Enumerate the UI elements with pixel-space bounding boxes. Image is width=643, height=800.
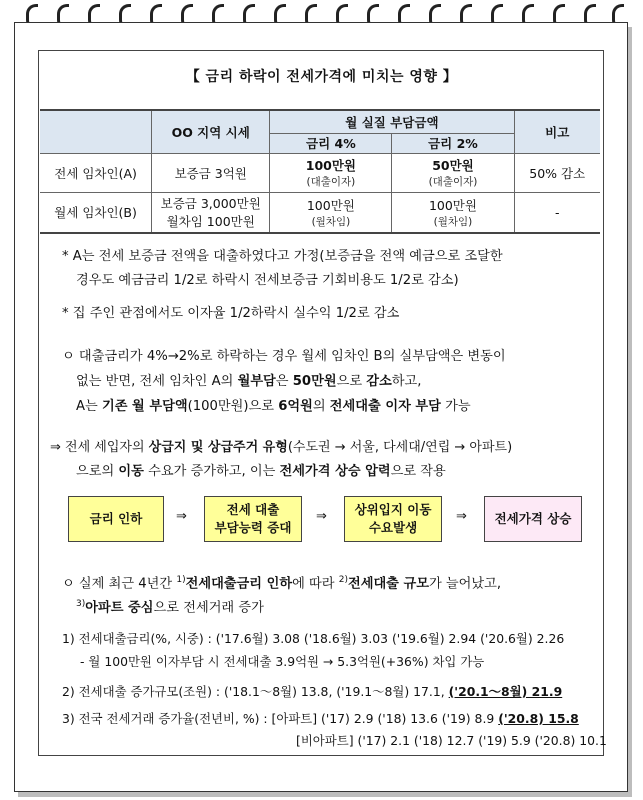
para1-line3: A는 기존 월 부담액(100만원)으로 6억원의 전세대출 이자 부담 가능	[76, 399, 471, 414]
para3-line2: $^{3)}$아파트 중심으로 전세거래 증가	[76, 599, 264, 616]
header-burden: 월 실질 부담금액	[270, 110, 514, 133]
para2-line2: 으로의 이동 수요가 증가하고, 이는 전세가격 상승 압력으로 작용	[76, 464, 446, 479]
stat-nonapt-growth: [비아파트] ('17) 2.1 ('18) 12.7 ('19) 5.9 ('20.8) 10.1	[296, 733, 607, 748]
row-note: 50% 감소	[514, 153, 600, 192]
cell-rate2: 100만원 (월차임)	[392, 192, 514, 233]
row-label: 전세 임차인(A)	[40, 153, 152, 192]
row-region: 보증금 3,000만원 월차임 100만원	[152, 192, 270, 233]
flow-box-capacity: 전세 대출 부담능력 증대	[204, 496, 302, 542]
flow-arrow: ⇒	[316, 509, 327, 524]
table-corner	[40, 110, 152, 153]
table-row	[40, 153, 600, 192]
flow-box-demand: 상위입지 이동 수요발생	[344, 496, 442, 542]
cell-rate4: 100만원 (월차임)	[270, 192, 392, 233]
stat-apt-growth: 3) 전국 전세거래 증가율(전년비, %) : [아파트] ('17) 2.9 ('18) 13.6 ('19) 8.9 ('20.8) 15.8	[62, 711, 579, 726]
stat-loan-capacity: - 월 100만원 이자부담 시 전세대출 3.9억원 → 5.3억원(+36%) 차입 가능	[80, 654, 485, 669]
document-title: 【 금리 하락이 전세가격에 미치는 영향 】	[185, 69, 458, 85]
flow-arrow: ⇒	[176, 509, 187, 524]
para2-line1: ⇒ 전세 세입자의 상급지 및 상급주거 유형(수도권 → 서울, 다세대/연립 → 아파트)	[50, 440, 513, 455]
burden-table	[40, 109, 600, 234]
para1-line1: ㅇ 대출금리가 4%→2%로 하락하는 경우 월세 임차인 B의 실부담액은 변동이	[62, 349, 506, 364]
header-rate2: 금리 2%	[392, 133, 514, 153]
stat-loan-rate: 1) 전세대출금리(%, 시중) : ('17.6월) 3.08 ('18.6월) 3.03 ('19.6월) 2.94 ('20.6월) 2.26	[62, 631, 565, 646]
stat-loan-volume: 2) 전세대출 증가규모(조원) : ('18.1～8월) 13.8, ('19.1～8월) 17.1, ('20.1～8월) 21.9	[62, 684, 563, 699]
note-2: * 집 주인 관점에서도 이자율 1/2하락시 실수익 1/2로 감소	[62, 306, 400, 321]
header-note: 비고	[514, 110, 600, 153]
header-rate4: 금리 4%	[270, 133, 392, 153]
row-label: 월세 임차인(B)	[40, 192, 152, 233]
flow-arrow: ⇒	[456, 509, 467, 524]
flow-box-rate-cut: 금리 인하	[68, 496, 164, 542]
note-1a: * A는 전세 보증금 전액을 대출하였다고 가정(보증금을 전액 예금으로 조달한	[62, 249, 503, 264]
table-row	[40, 192, 600, 233]
header-region: OO 지역 시세	[152, 110, 270, 153]
cell-rate4: 100만원 (대출이자)	[270, 153, 392, 192]
row-region: 보증금 3억원	[152, 153, 270, 192]
note-1b: 경우도 예금금리 1/2로 하락시 전세보증금 기회비용도 1/2로 감소)	[76, 273, 459, 288]
cell-rate2: 50만원 (대출이자)	[392, 153, 514, 192]
para3-line1: ㅇ 실제 최근 4년간 $^{1)}$전세대출금리 인하에 따라 $^{2)}$전세대출 규모가 늘어났고,	[62, 575, 502, 592]
flow-box-price-rise: 전세가격 상승	[484, 496, 582, 542]
row-note: -	[514, 192, 600, 233]
para1-line2: 없는 반면, 전세 임차인 A의 월부담은 50만원으로 감소하고,	[76, 374, 422, 389]
